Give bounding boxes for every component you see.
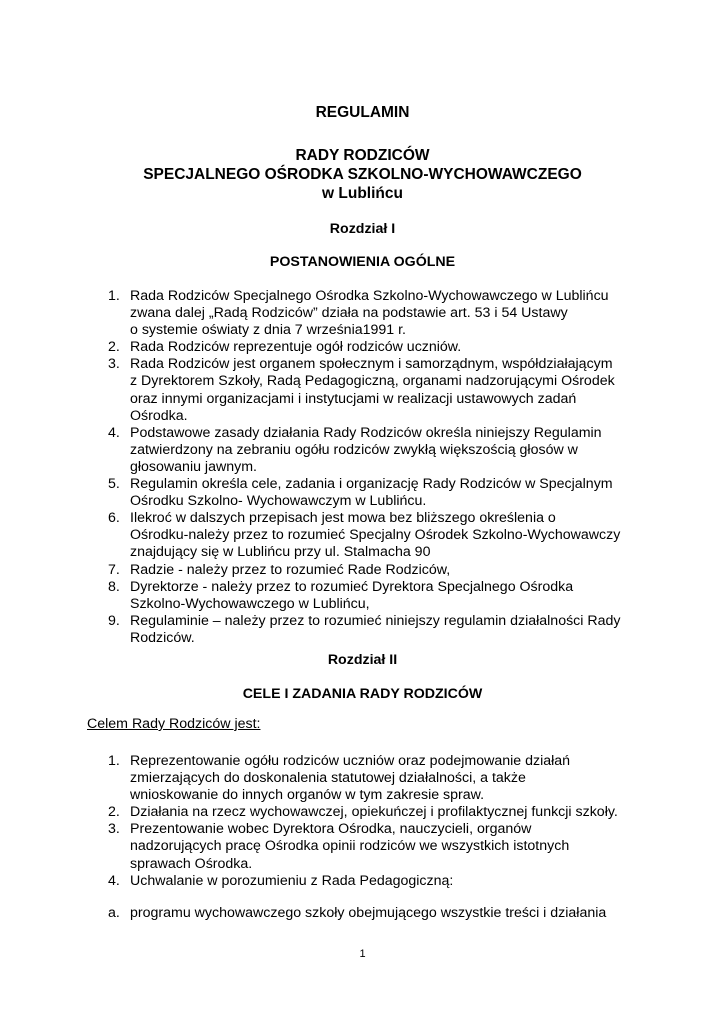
item-line: Ośrodku-należy przez to rozumieć Specjalny Ośrodek Szkolno-Wychowawczy: [130, 527, 621, 544]
item-line: o systemie oświaty z dnia 7 września1991 r.: [130, 322, 406, 339]
list-item: [108, 288, 639, 339]
item-line: głosowaniu jawnym.: [130, 458, 257, 475]
item-number: 2.: [108, 339, 120, 356]
item-line: Ilekroć w dalszych przepisach jest mowa bez bliższego określenia o: [130, 510, 556, 527]
item-line: Szkolno-Wychowawczego w Lublińcu,: [130, 595, 370, 612]
goals-intro: Celem Rady Rodziców jest:: [87, 716, 261, 732]
item-line: z Dyrektorem Szkoły, Radą Pedagogiczną, organami nadzorującymi Ośrodek: [130, 373, 615, 390]
item-line: Uchwalanie w porozumieniu z Rada Pedagogiczną:: [130, 872, 454, 889]
goals-list: [108, 753, 639, 890]
item-number: 4.: [108, 424, 120, 441]
item-line: zmierzających do doskonalenia statutowej działalności, a także: [130, 770, 526, 787]
item-line: zwana dalej „Radą Rodziców” działa na podstawie art. 53 i 54 Ustawy: [130, 305, 568, 322]
item-number: 9.: [108, 612, 120, 629]
item-number: 8.: [108, 578, 120, 595]
item-line: Ośrodku Szkolno- Wychowawczym w Lublińcu.: [130, 493, 427, 510]
list-item: [108, 476, 639, 510]
document-subtitle: [0, 146, 725, 203]
item-line: Regulamin określa cele, zadania i organizację Rady Rodziców w Specjalnym: [130, 476, 613, 493]
item-number: 5.: [108, 476, 120, 493]
item-number: 3.: [108, 356, 120, 373]
item-number: 1.: [108, 753, 120, 769]
resolutions-sublist: [108, 905, 639, 922]
chapter-2-label: Rozdział II: [327, 652, 398, 668]
list-item: [108, 873, 639, 890]
item-line: Rodziców.: [130, 629, 195, 646]
subtitle-line: RADY RODZICÓW: [295, 147, 430, 164]
page-number: 1: [359, 948, 366, 960]
item-line: Prezentowanie wobec Dyrektora Ośrodka, nauczycieli, organów: [130, 821, 532, 838]
subtitle-line: w Lublińcu: [322, 185, 403, 202]
list-item: [108, 905, 639, 922]
item-line: znajdujący się w Lublińcu przy ul. Stalmacha 90: [130, 544, 431, 561]
document-title: REGULAMIN: [315, 104, 410, 121]
list-item: [108, 425, 639, 476]
item-line: Radzie - należy przez to rozumieć Rade Rodziców,: [130, 561, 451, 578]
item-line: nadzorujących pracę Ośrodka opinii rodziców we wszystkich istotnych: [130, 838, 570, 855]
item-number: 3.: [108, 821, 120, 838]
item-line: Ośrodka.: [130, 407, 188, 424]
item-number: 7.: [108, 561, 120, 578]
item-line: programu wychowawczego szkoły obejmującego wszystkie treści i działania: [130, 905, 607, 921]
item-line: wnioskowanie do innych organów w tym zakresie spraw.: [130, 787, 485, 804]
list-item: [108, 821, 639, 872]
list-item: [108, 613, 639, 647]
item-number: 4.: [108, 872, 120, 889]
item-line: Dyrektorze - należy przez to rozumieć Dyrektora Specjalnego Ośrodka: [130, 578, 574, 595]
item-line: Rada Rodziców jest organem społecznym i samorządnym, współdziałającym: [130, 356, 613, 373]
list-item: [108, 339, 639, 356]
item-line: oraz innymi organizacjami i instytucjami w realizacji ustawowych zadań: [130, 390, 577, 407]
list-item: [108, 510, 639, 561]
chapter-2-heading: CELE I ZADANIA RADY RODZICÓW: [242, 686, 483, 702]
list-item: [108, 356, 639, 424]
list-item: [108, 804, 639, 821]
list-item: [108, 753, 639, 804]
subtitle-line: SPECJALNEGO OŚRODKA SZKOLNO-WYCHOWAWCZEGO: [143, 166, 582, 183]
item-line: Reprezentowanie ogółu rodziców uczniów oraz podejmowanie działań: [130, 753, 571, 769]
item-number: 6.: [108, 510, 120, 527]
item-line: sprawach Ośrodka.: [130, 855, 253, 872]
list-item: [108, 562, 639, 579]
item-line: zatwierdzony na zebraniu ogółu rodziców zwykłą większością głosów w: [130, 441, 578, 458]
item-letter: a.: [108, 905, 120, 921]
chapter-1-label: Rozdział I: [329, 221, 396, 237]
item-number: 1.: [108, 288, 120, 304]
item-line: Regulaminie – należy przez to rozumieć niniejszy regulamin działalności Rady: [130, 612, 621, 629]
list-item: [108, 579, 639, 613]
item-line: Podstawowe zasady działania Rady Rodziców określa niniejszy Regulamin: [130, 424, 602, 441]
item-line: Działania na rzecz wychowawczej, opiekuńczej i profilaktycznej funkcji szkoły.: [130, 804, 618, 821]
item-line: Rada Rodziców reprezentuje ogół rodziców uczniów.: [130, 339, 462, 356]
item-number: 2.: [108, 804, 120, 821]
chapter-1-heading: POSTANOWIENIA OGÓLNE: [269, 254, 456, 270]
general-provisions-list: [108, 288, 639, 647]
item-line: Rada Rodziców Specjalnego Ośrodka Szkolno-Wychowawczego w Lublińcu: [130, 288, 609, 304]
